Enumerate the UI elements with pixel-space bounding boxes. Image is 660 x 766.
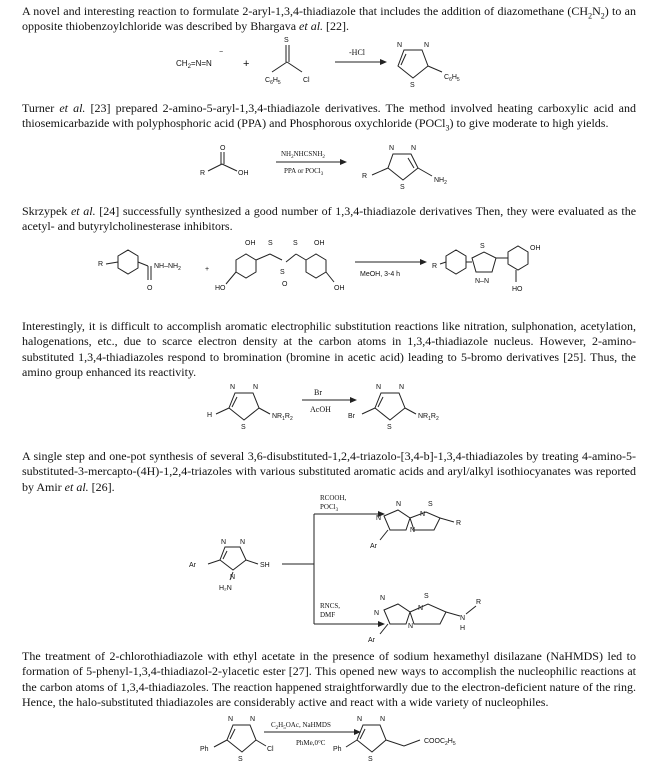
svg-text:N: N xyxy=(230,384,236,391)
svg-text:N: N xyxy=(380,716,386,723)
svg-text:H: H xyxy=(207,412,213,419)
svg-text:N: N xyxy=(380,595,386,602)
svg-text:C2H5OAc, NaHMDS: $C_2H_5OAc$, NaHMDS xyxy=(271,721,331,731)
svg-text:N: N xyxy=(376,515,382,522)
text-run: [26]. xyxy=(88,479,115,494)
reaction-scheme-1 xyxy=(0,34,660,92)
svg-text:POCl3: POCl$_3$ xyxy=(320,503,339,513)
svg-text:N: N xyxy=(399,384,405,391)
svg-text:S: S xyxy=(424,593,429,600)
svg-text:PhMe,0°C: PhMe,0°C xyxy=(296,739,326,747)
svg-text:S: S xyxy=(268,240,273,247)
text-run: The treatment of 2-chlorothiadiazole with ethyl acetate in the presence of sodium hexamethyl disilazane (NaHMDS) led to formation of 5-phenyl-1,3,4-thiadiazol-2-ylacetic ester [27]. This opened new ways to accomplish the nucleophilic reactions at the carbon atoms of 1,3,4-thiadiazoles. The reaction happened straightforwardly due to the electron-deficient nature of the ring. Hence, the halo-substituted thiadiazoles are considerably active and react with a wide variety of nucleophiles. xyxy=(22,649,636,709)
svg-text:DMF: DMF xyxy=(320,611,336,619)
svg-text:O: O xyxy=(282,281,288,288)
svg-text:Ar: Ar xyxy=(189,562,196,569)
text-run: Skrzypek xyxy=(22,204,71,218)
svg-text:Ar: Ar xyxy=(368,637,375,644)
svg-text:N: N xyxy=(389,145,395,152)
svg-text:N: N xyxy=(396,501,402,508)
reaction-scheme-2 xyxy=(0,142,660,192)
reaction-scheme-5 xyxy=(0,494,660,644)
svg-text:OH: OH xyxy=(530,245,541,252)
text-run: A novel and interesting reaction to formulate 2-aryl-1,3,4-thiadiazole that includes the addition of diazomethane (CH xyxy=(22,4,589,18)
svg-text:R: R xyxy=(476,599,482,606)
svg-text:HO: HO xyxy=(512,286,523,293)
svg-text:OH: OH xyxy=(314,240,325,247)
svg-text:SH: SH xyxy=(260,562,270,569)
svg-text:N: N xyxy=(424,42,430,49)
svg-text:RNCS,: RNCS, xyxy=(320,602,341,610)
svg-text:S: S xyxy=(387,424,392,431)
subscript: 3 xyxy=(445,123,450,133)
svg-text:Ph: Ph xyxy=(333,746,342,753)
subscript: 2 xyxy=(600,11,605,21)
svg-text:PPA or POCl3: PPA or POCl$_3$ xyxy=(284,167,324,177)
reaction-scheme-3 xyxy=(0,236,660,300)
paragraph-turner xyxy=(22,101,636,132)
svg-text:S: S xyxy=(480,243,485,250)
text-run: [24] successfully synthesized a good number of 1,3,4-thiadiazole derivatives Then, they were evaluated as the acetyl- and butyrylcholinesterase inhibitors. xyxy=(22,204,637,234)
svg-text:N: N xyxy=(418,605,424,612)
paragraph-nahmds xyxy=(22,649,636,710)
svg-text:R: R xyxy=(456,520,462,527)
svg-text:N: N xyxy=(230,574,236,581)
svg-text:N: N xyxy=(357,716,363,723)
svg-text:H: H xyxy=(460,625,466,632)
svg-text:R: R xyxy=(200,170,206,177)
svg-text:N: N xyxy=(253,384,259,391)
svg-text:N: N xyxy=(374,610,380,617)
subscript: 2 xyxy=(588,11,593,21)
svg-text:RCOOH,: RCOOH, xyxy=(320,494,347,502)
svg-text:N: N xyxy=(221,539,227,546)
text-run: [23] prepared 2-amino-5-aryl-1,3,4-thiadiazole derivatives. The method involved heating carboxylic acid and thiosemicarbazide with polyphosphoric acid (PPA) and Phosphorous oxychloride (POCl xyxy=(22,101,636,131)
svg-text:C6H5: $C_6H_5$ xyxy=(265,77,281,86)
text-run: A single step and one-pot synthesis of several 3,6-disubstituted-1,2,4-triazolo-[3,4-b]-1,3,4-thiadiazoles by treating 4-amino-5-substituted-3-mercapto-(4H)-1,2,4-triazoles with various substituted aromatic acids and aryl/alkyl isothiocyanates was reported by Amir xyxy=(22,449,636,494)
svg-text:R: R xyxy=(98,261,104,268)
paragraph-amir xyxy=(22,449,636,495)
text-run: ) to an opposite thiobenzoylchloride was described by Bhargava xyxy=(22,4,636,34)
svg-text:Ph: Ph xyxy=(200,746,209,753)
svg-text:OH: OH xyxy=(238,170,249,177)
svg-text:Br: Br xyxy=(314,388,322,397)
svg-text:COOC2H5: $COOC_2H_5$ xyxy=(424,738,456,747)
svg-text:HO: HO xyxy=(215,285,226,292)
svg-text:Br: Br xyxy=(348,413,355,420)
svg-text:S: S xyxy=(368,756,373,763)
text-run: Interestingly, it is difficult to accomplish aromatic electrophilic substitution reactions like nitration, sulphonation, acetylation, halogenations, etc., due to scarce electron density at the carbon atoms in 1,3,4-thiadiazole nucleus. However, 2-amino-substituted 1,3,4-thiadiazoles respond to bromination (bromine in acetic acid) leading to 5-bromo derivatives [25]. Thus, the amino group enhanced its reactivity. xyxy=(22,319,636,379)
reaction-scheme-4 xyxy=(0,380,660,432)
svg-text:N: N xyxy=(420,511,426,518)
svg-text:S: S xyxy=(428,501,433,508)
svg-text:-HCl: -HCl xyxy=(349,48,365,57)
svg-text:S: S xyxy=(400,184,405,191)
svg-text:H₂N: H₂N xyxy=(219,585,232,592)
et-al: et al. xyxy=(70,204,96,218)
svg-text:N: N xyxy=(460,615,466,622)
svg-text:OH: OH xyxy=(245,240,256,247)
svg-text:S: S xyxy=(284,37,289,44)
svg-text:R: R xyxy=(432,263,438,270)
svg-text:NR1R2: $NR_1R_2$ xyxy=(418,413,439,422)
svg-text:N: N xyxy=(240,539,246,546)
paragraph-bhargava xyxy=(22,4,636,35)
svg-text:NH2: $NH_2$ xyxy=(434,177,447,186)
svg-text:S: S xyxy=(280,269,285,276)
et-al: et al. xyxy=(299,19,324,34)
svg-text:N: N xyxy=(408,623,414,630)
svg-text:N: N xyxy=(250,716,256,723)
svg-text:OH: OH xyxy=(334,285,345,292)
svg-text:O: O xyxy=(220,145,226,152)
svg-text:S: S xyxy=(293,240,298,247)
svg-text:S: S xyxy=(241,424,246,431)
svg-text:S: S xyxy=(410,82,415,89)
svg-text:R: R xyxy=(362,173,368,180)
svg-text:Cl: Cl xyxy=(267,746,274,753)
svg-text:NH–NH2: $NH-NH_2$ xyxy=(154,263,181,272)
text-run: ) to give moderate to high yields. xyxy=(449,116,609,131)
svg-text:N: N xyxy=(410,527,416,534)
text-run: Turner xyxy=(22,101,60,115)
paragraph-skrzypek xyxy=(22,204,636,235)
svg-text:Ar: Ar xyxy=(370,543,377,550)
svg-text:N: N xyxy=(228,716,234,723)
paragraph-bromination xyxy=(22,319,636,380)
et-al: et al. xyxy=(64,479,89,494)
svg-text:AcOH: AcOH xyxy=(310,405,331,414)
text-run: N xyxy=(592,4,601,18)
svg-text:O: O xyxy=(147,285,153,292)
et-al: et al. xyxy=(59,101,86,115)
svg-text:N: N xyxy=(411,145,417,152)
svg-text:S: S xyxy=(238,756,243,763)
reaction-scheme-6 xyxy=(0,712,660,766)
svg-text:Cl: Cl xyxy=(303,77,310,84)
svg-text:+: + xyxy=(243,58,250,70)
text-run: [22]. xyxy=(323,19,350,34)
svg-text:N: N xyxy=(397,42,403,49)
svg-text:N–N: N–N xyxy=(475,278,490,285)
svg-text:MeOH, 3-4 h: MeOH, 3-4 h xyxy=(360,271,401,278)
svg-text:N: N xyxy=(376,384,382,391)
svg-text:NR1R2: $NR_1R_2$ xyxy=(272,413,293,422)
svg-text:C6H5: $C_6H_5$ xyxy=(444,74,460,83)
svg-text:CH2=N=N: $CH_2=N=N$ xyxy=(176,59,212,70)
svg-text:NH2NHCSNH2: $NH_2NHCSNH_2$ xyxy=(281,150,325,160)
svg-text:−: − xyxy=(219,49,224,56)
svg-text:+: + xyxy=(205,266,210,273)
